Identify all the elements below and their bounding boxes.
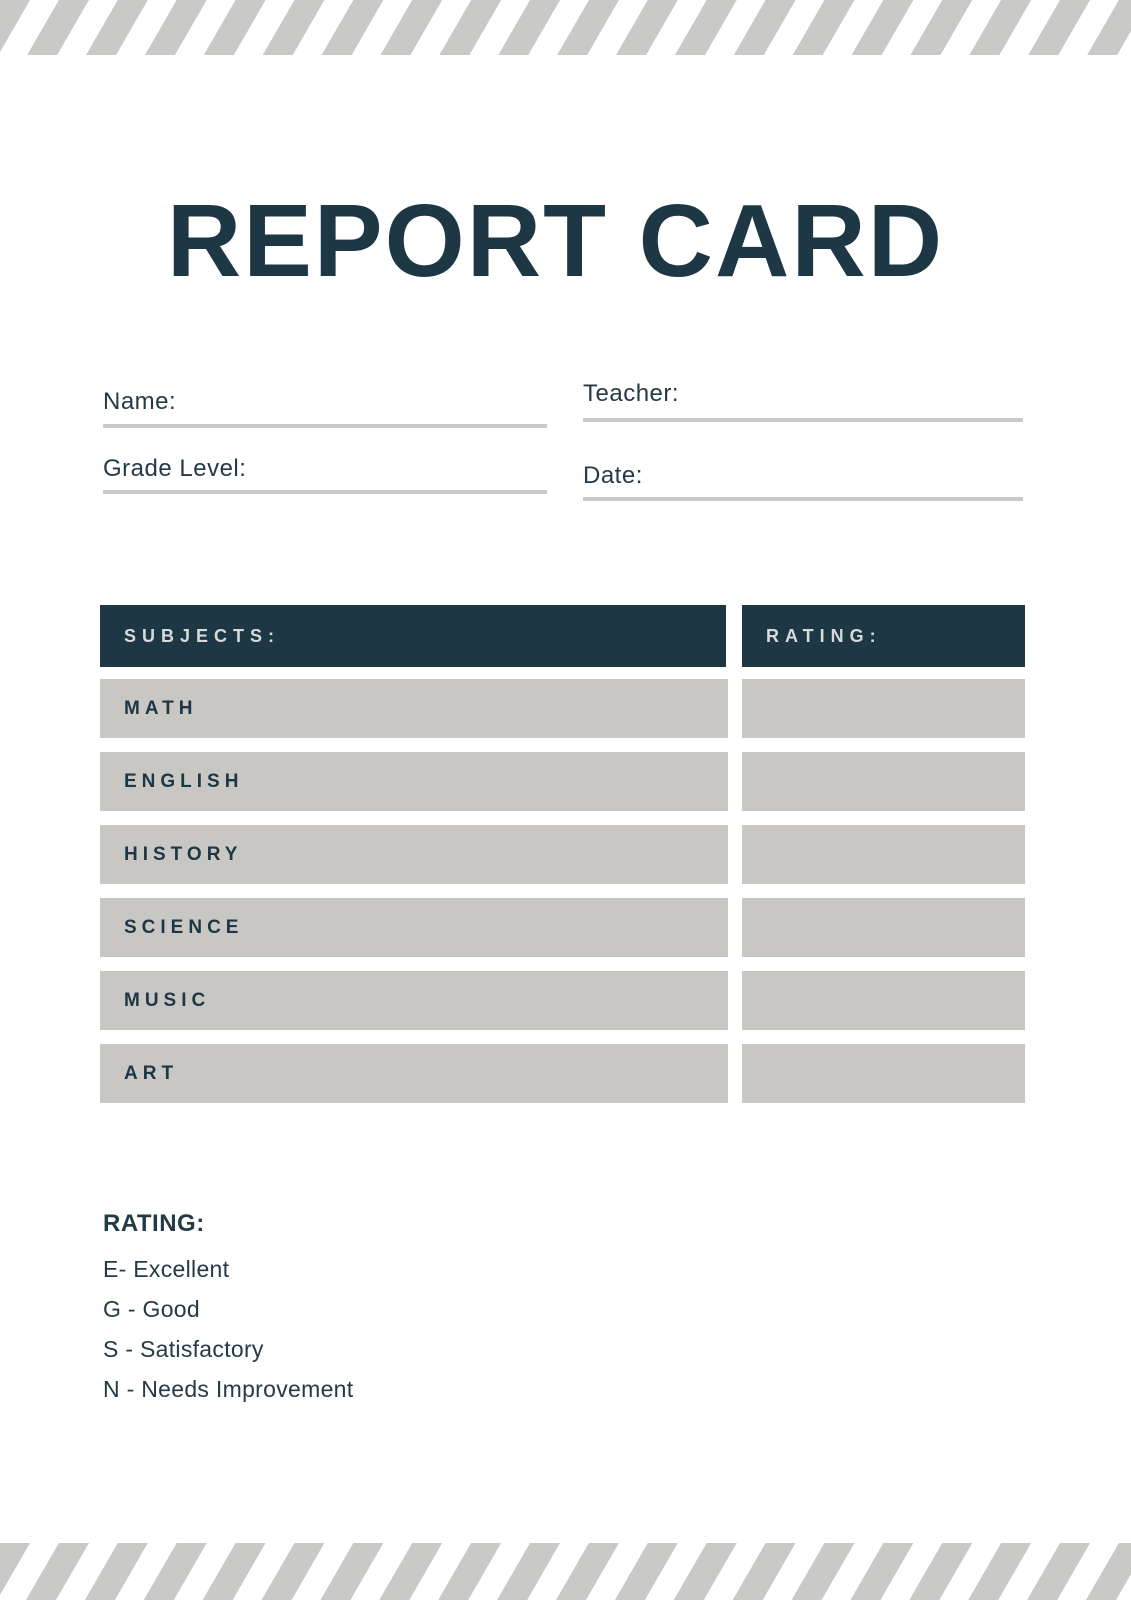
- bottom-stripe-border: [0, 1543, 1131, 1600]
- rating-cell-history[interactable]: [742, 825, 1025, 884]
- subject-row-math: MATH: [100, 679, 728, 738]
- legend-item-satisfactory: S - Satisfactory: [103, 1336, 264, 1362]
- rating-cell-english[interactable]: [742, 752, 1025, 811]
- subject-row-history: HISTORY: [100, 825, 728, 884]
- date-fill-in-line[interactable]: [583, 497, 1023, 501]
- name-label: Name:: [103, 388, 177, 415]
- legend-item-needs-improvement: N - Needs Improvement: [103, 1376, 354, 1402]
- grade-level-fill-in-line[interactable]: [103, 490, 547, 494]
- subject-row-music: MUSIC: [100, 971, 728, 1030]
- teacher-fill-in-line[interactable]: [583, 418, 1023, 422]
- rating-cell-math[interactable]: [742, 679, 1025, 738]
- subject-row-science: SCIENCE: [100, 898, 728, 957]
- date-label: Date:: [583, 462, 643, 489]
- legend-item-good: G - Good: [103, 1296, 200, 1322]
- rating-column-header: RATING:: [742, 605, 1025, 667]
- name-fill-in-line[interactable]: [103, 424, 547, 428]
- subject-row-art: ART: [100, 1044, 728, 1103]
- subjects-column-header: SUBJECTS:: [100, 605, 726, 667]
- rating-cell-music[interactable]: [742, 971, 1025, 1030]
- rating-cell-art[interactable]: [742, 1044, 1025, 1103]
- rating-legend-title: RATING:: [103, 1210, 205, 1237]
- rating-cell-science[interactable]: [742, 898, 1025, 957]
- legend-item-excellent: E- Excellent: [103, 1256, 230, 1282]
- top-stripe-border: [0, 0, 1131, 55]
- grade-level-label: Grade Level:: [103, 455, 247, 482]
- subject-row-english: ENGLISH: [100, 752, 728, 811]
- teacher-label: Teacher:: [583, 380, 680, 407]
- page-title: REPORT CARD: [166, 183, 945, 298]
